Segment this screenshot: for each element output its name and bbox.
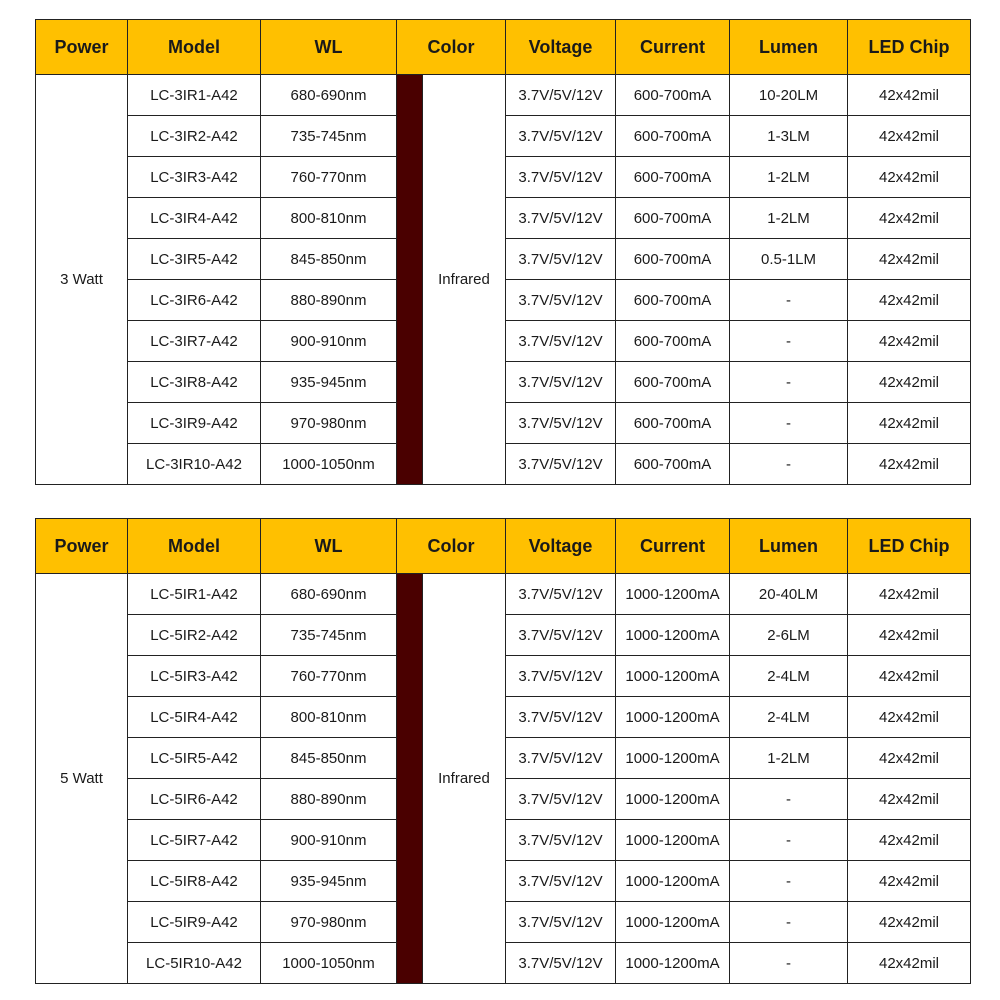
model-cell: LC-5IR4-A42 — [128, 697, 261, 738]
model-cell: LC-3IR9-A42 — [128, 403, 261, 444]
model-cell: LC-5IR10-A42 — [128, 943, 261, 984]
model-cell: LC-3IR10-A42 — [128, 444, 261, 485]
lumen-cell: - — [730, 943, 848, 984]
wl-cell: 800-810nm — [261, 198, 397, 239]
voltage-cell: 3.7V/5V/12V — [506, 861, 616, 902]
model-cell: LC-3IR1-A42 — [128, 75, 261, 116]
led-chip-cell: 42x42mil — [848, 861, 971, 902]
header-power: Power — [36, 20, 128, 75]
led-chip-cell: 42x42mil — [848, 239, 971, 280]
current-cell: 1000-1200mA — [616, 574, 730, 615]
model-cell: LC-5IR3-A42 — [128, 656, 261, 697]
model-cell: LC-5IR6-A42 — [128, 779, 261, 820]
wl-cell: 880-890nm — [261, 779, 397, 820]
lumen-cell: - — [730, 779, 848, 820]
model-cell: LC-3IR7-A42 — [128, 321, 261, 362]
lumen-cell: 1-3LM — [730, 116, 848, 157]
current-cell: 1000-1200mA — [616, 697, 730, 738]
lumen-cell: - — [730, 403, 848, 444]
wl-cell: 800-810nm — [261, 697, 397, 738]
led-chip-cell: 42x42mil — [848, 116, 971, 157]
voltage-cell: 3.7V/5V/12V — [506, 157, 616, 198]
lumen-cell: 20-40LM — [730, 574, 848, 615]
wl-cell: 680-690nm — [261, 574, 397, 615]
led-chip-cell: 42x42mil — [848, 362, 971, 403]
current-cell: 600-700mA — [616, 444, 730, 485]
led-chip-cell: 42x42mil — [848, 943, 971, 984]
led-chip-cell: 42x42mil — [848, 444, 971, 485]
current-cell: 600-700mA — [616, 321, 730, 362]
led-chip-cell: 42x42mil — [848, 697, 971, 738]
lumen-cell: - — [730, 321, 848, 362]
header-row — [36, 519, 971, 574]
current-cell: 1000-1200mA — [616, 820, 730, 861]
color-cell: Infrared — [423, 574, 506, 984]
lumen-cell: 1-2LM — [730, 157, 848, 198]
power-cell: 3 Watt — [36, 75, 128, 485]
model-cell: LC-3IR6-A42 — [128, 280, 261, 321]
current-cell: 600-700mA — [616, 403, 730, 444]
current-cell: 1000-1200mA — [616, 861, 730, 902]
table-body — [36, 75, 971, 485]
wl-cell: 760-770nm — [261, 157, 397, 198]
wl-cell: 970-980nm — [261, 403, 397, 444]
current-cell: 1000-1200mA — [616, 943, 730, 984]
header-current: Current — [616, 519, 730, 574]
lumen-cell: 0.5-1LM — [730, 239, 848, 280]
table-row — [36, 75, 971, 116]
led-chip-cell: 42x42mil — [848, 738, 971, 779]
voltage-cell: 3.7V/5V/12V — [506, 362, 616, 403]
lumen-cell: - — [730, 902, 848, 943]
lumen-cell: - — [730, 280, 848, 321]
led-chip-cell: 42x42mil — [848, 902, 971, 943]
voltage-cell: 3.7V/5V/12V — [506, 239, 616, 280]
voltage-cell: 3.7V/5V/12V — [506, 943, 616, 984]
current-cell: 600-700mA — [616, 198, 730, 239]
led-chip-cell: 42x42mil — [848, 574, 971, 615]
current-cell: 1000-1200mA — [616, 738, 730, 779]
voltage-cell: 3.7V/5V/12V — [506, 902, 616, 943]
wl-cell: 680-690nm — [261, 75, 397, 116]
model-cell: LC-5IR5-A42 — [128, 738, 261, 779]
header-power: Power — [36, 519, 128, 574]
current-cell: 600-700mA — [616, 116, 730, 157]
led-chip-cell: 42x42mil — [848, 779, 971, 820]
wl-cell: 845-850nm — [261, 239, 397, 280]
lumen-cell: 1-2LM — [730, 198, 848, 239]
header-led-chip: LED Chip — [848, 20, 971, 75]
model-cell: LC-3IR5-A42 — [128, 239, 261, 280]
voltage-cell: 3.7V/5V/12V — [506, 738, 616, 779]
voltage-cell: 3.7V/5V/12V — [506, 779, 616, 820]
header-color: Color — [397, 20, 506, 75]
wl-cell: 735-745nm — [261, 615, 397, 656]
current-cell: 600-700mA — [616, 157, 730, 198]
table-body — [36, 574, 971, 984]
spec-table-5w — [35, 518, 971, 984]
color-swatch — [397, 75, 423, 485]
model-cell: LC-5IR1-A42 — [128, 574, 261, 615]
voltage-cell: 3.7V/5V/12V — [506, 75, 616, 116]
wl-cell: 735-745nm — [261, 116, 397, 157]
header-led-chip: LED Chip — [848, 519, 971, 574]
lumen-cell: 2-4LM — [730, 656, 848, 697]
led-chip-cell: 42x42mil — [848, 656, 971, 697]
led-chip-cell: 42x42mil — [848, 198, 971, 239]
header-wl: WL — [261, 519, 397, 574]
header-wl: WL — [261, 20, 397, 75]
voltage-cell: 3.7V/5V/12V — [506, 198, 616, 239]
model-cell: LC-3IR8-A42 — [128, 362, 261, 403]
header-current: Current — [616, 20, 730, 75]
header-voltage: Voltage — [506, 20, 616, 75]
model-cell: LC-5IR8-A42 — [128, 861, 261, 902]
header-lumen: Lumen — [730, 519, 848, 574]
current-cell: 1000-1200mA — [616, 615, 730, 656]
header-color: Color — [397, 519, 506, 574]
model-cell: LC-3IR3-A42 — [128, 157, 261, 198]
color-swatch — [397, 574, 423, 984]
voltage-cell: 3.7V/5V/12V — [506, 820, 616, 861]
voltage-cell: 3.7V/5V/12V — [506, 697, 616, 738]
voltage-cell: 3.7V/5V/12V — [506, 444, 616, 485]
header-lumen: Lumen — [730, 20, 848, 75]
lumen-cell: - — [730, 362, 848, 403]
current-cell: 1000-1200mA — [616, 902, 730, 943]
led-chip-cell: 42x42mil — [848, 75, 971, 116]
voltage-cell: 3.7V/5V/12V — [506, 656, 616, 697]
model-cell: LC-5IR7-A42 — [128, 820, 261, 861]
model-cell: LC-3IR4-A42 — [128, 198, 261, 239]
wl-cell: 970-980nm — [261, 902, 397, 943]
wl-cell: 935-945nm — [261, 362, 397, 403]
lumen-cell: - — [730, 861, 848, 902]
lumen-cell: 10-20LM — [730, 75, 848, 116]
spec-table-3w — [35, 19, 971, 485]
voltage-cell: 3.7V/5V/12V — [506, 321, 616, 362]
wl-cell: 935-945nm — [261, 861, 397, 902]
led-chip-cell: 42x42mil — [848, 615, 971, 656]
led-chip-cell: 42x42mil — [848, 321, 971, 362]
current-cell: 600-700mA — [616, 280, 730, 321]
current-cell: 600-700mA — [616, 362, 730, 403]
header-voltage: Voltage — [506, 519, 616, 574]
wl-cell: 1000-1050nm — [261, 444, 397, 485]
led-chip-cell: 42x42mil — [848, 157, 971, 198]
wl-cell: 900-910nm — [261, 321, 397, 362]
current-cell: 600-700mA — [616, 75, 730, 116]
lumen-cell: 1-2LM — [730, 738, 848, 779]
lumen-cell: - — [730, 820, 848, 861]
wl-cell: 845-850nm — [261, 738, 397, 779]
lumen-cell: 2-6LM — [730, 615, 848, 656]
model-cell: LC-5IR2-A42 — [128, 615, 261, 656]
wl-cell: 1000-1050nm — [261, 943, 397, 984]
current-cell: 600-700mA — [616, 239, 730, 280]
current-cell: 1000-1200mA — [616, 779, 730, 820]
wl-cell: 880-890nm — [261, 280, 397, 321]
led-chip-cell: 42x42mil — [848, 403, 971, 444]
wl-cell: 900-910nm — [261, 820, 397, 861]
header-row — [36, 20, 971, 75]
header-model: Model — [128, 20, 261, 75]
voltage-cell: 3.7V/5V/12V — [506, 403, 616, 444]
color-cell: Infrared — [423, 75, 506, 485]
model-cell: LC-3IR2-A42 — [128, 116, 261, 157]
table-row — [36, 574, 971, 615]
wl-cell: 760-770nm — [261, 656, 397, 697]
current-cell: 1000-1200mA — [616, 656, 730, 697]
led-chip-cell: 42x42mil — [848, 280, 971, 321]
model-cell: LC-5IR9-A42 — [128, 902, 261, 943]
voltage-cell: 3.7V/5V/12V — [506, 574, 616, 615]
power-cell: 5 Watt — [36, 574, 128, 984]
voltage-cell: 3.7V/5V/12V — [506, 280, 616, 321]
voltage-cell: 3.7V/5V/12V — [506, 615, 616, 656]
header-model: Model — [128, 519, 261, 574]
led-chip-cell: 42x42mil — [848, 820, 971, 861]
lumen-cell: 2-4LM — [730, 697, 848, 738]
lumen-cell: - — [730, 444, 848, 485]
voltage-cell: 3.7V/5V/12V — [506, 116, 616, 157]
